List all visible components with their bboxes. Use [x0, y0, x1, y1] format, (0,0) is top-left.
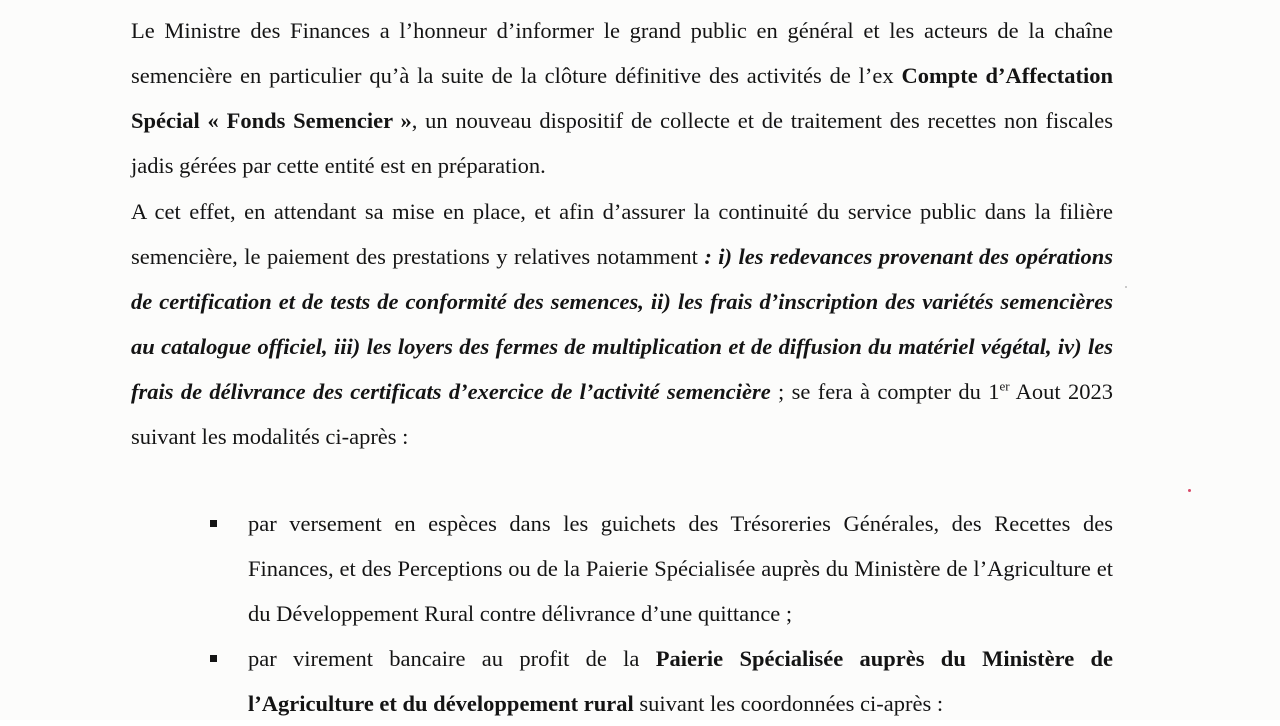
paragraph-payment-terms [131, 189, 1113, 459]
ink-speck [1188, 489, 1191, 492]
bullet2-bold: Paierie Spécialisée auprès du Ministère de l’Agriculture et du développement rural [248, 646, 1113, 716]
list-item-bank-transfer [210, 636, 1113, 726]
paragraph1-rest: , un nouveau dispositif de collecte et de traitement des recettes non fiscales jadis gérées par cette entité est en préparation. [131, 108, 1114, 178]
paragraph1-intro: Le Ministre des Finances a l’honneur d’informer le grand public en général et les acteurs de la chaîne semencière en particulier qu’à la suite de la clôture définitive des activités de l’ex [131, 18, 1113, 88]
list-item-cash-payment [210, 501, 1113, 636]
paragraph2-date-rest: Aout 2023 suivant les modalités ci-après : [131, 379, 1113, 449]
fees-list: : i) les redevances provenant des opérations de certification et de tests de conformité des semences, ii) les frais d’inscription des variétés semencières au catalogue officiel, iii) les loyers des fermes de multiplication et de diffusion du matériel végétal, iv) les frais de délivrance des certificats d’exercice de l’activité semencière [131, 244, 1113, 404]
square-bullet-icon [210, 520, 217, 527]
date-superscript: er [999, 378, 1010, 394]
paragraph2-intro: A cet effet, en attendant sa mise en place, et afin d’assurer la continuité du service public dans la filière semencière, le paiement des prestations y relatives notamment [131, 199, 1113, 269]
bullet2-text-after: suivant les coordonnées ci-après : [633, 691, 944, 716]
paragraph-announcement [131, 8, 1113, 188]
bullet2-text-before: par virement bancaire au profit de la [248, 646, 656, 671]
ink-speck [1125, 286, 1127, 288]
payment-methods-list [210, 501, 1113, 726]
paragraph2-after-list: ; se fera à compter du 1 [770, 379, 1000, 404]
bullet1-text: par versement en espèces dans les guichets des Trésoreries Générales, des Recettes des Finances, et des Perceptions ou de la Paierie Spécialisée auprès du Ministère de l’Agriculture et du Développement Rural contre délivrance d’une quittance ; [248, 511, 1113, 626]
square-bullet-icon [210, 655, 217, 662]
fund-name: Compte d’Affectation Spécial « Fonds Semencier » [131, 63, 1113, 133]
